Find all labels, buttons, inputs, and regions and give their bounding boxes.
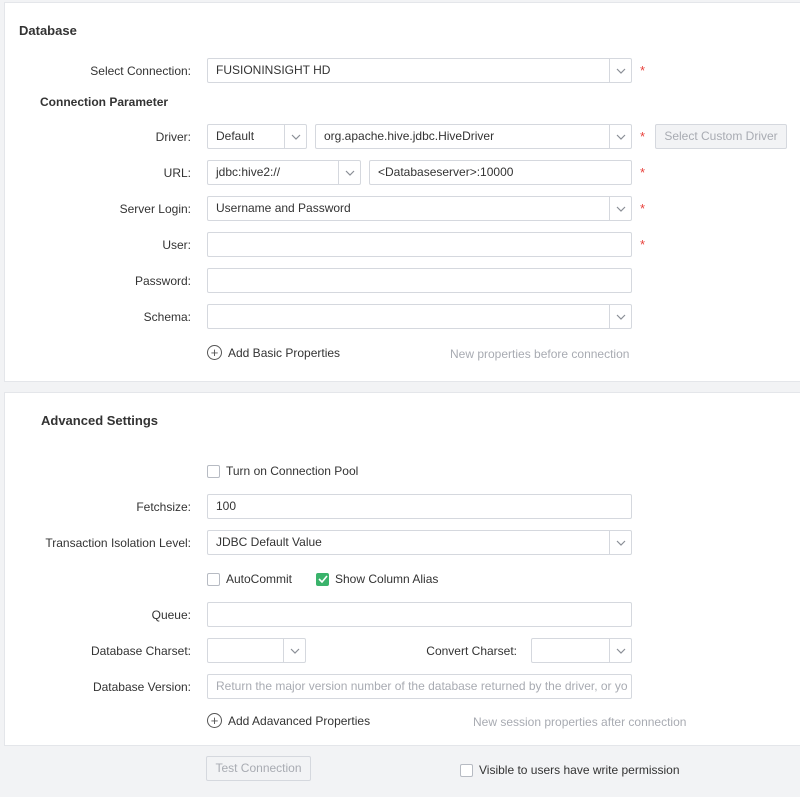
autocommit-checkbox[interactable]: [207, 573, 220, 586]
url-label: URL:: [163, 166, 191, 180]
driver-class-value: org.apache.hive.jdbc.HiveDriver: [324, 129, 495, 143]
add-advanced-properties-label: Add Adavanced Properties: [228, 713, 371, 728]
chevron-down-icon[interactable]: [284, 125, 306, 148]
chevron-down-icon[interactable]: [609, 531, 631, 554]
driver-type-dropdown[interactable]: [207, 124, 307, 149]
required-mark: *: [640, 165, 646, 180]
add-basic-properties-label: Add Basic Properties: [228, 345, 341, 360]
autocommit-label: AutoCommit: [226, 572, 293, 586]
basic-properties-hint: New properties before connection: [450, 347, 630, 361]
advanced-settings-title: Advanced Settings: [41, 413, 159, 428]
visible-permission-toggle[interactable]: [460, 763, 680, 777]
driver-label: Driver:: [155, 130, 191, 144]
check-icon: [318, 575, 328, 583]
user-input[interactable]: [207, 232, 632, 257]
convert-charset-dropdown[interactable]: [531, 638, 632, 663]
required-mark: *: [640, 63, 646, 78]
select-connection-value: FUSIONINSIGHT HD: [216, 63, 331, 77]
select-custom-driver-button[interactable]: Select Custom Driver: [655, 124, 787, 149]
queue-label: Queue:: [151, 608, 191, 622]
database-charset-label: Database Charset:: [90, 644, 191, 658]
visible-permission-checkbox[interactable]: [460, 764, 473, 777]
chevron-down-icon[interactable]: [609, 639, 631, 662]
add-advanced-properties-button[interactable]: [207, 713, 370, 728]
schema-dropdown[interactable]: [207, 304, 632, 329]
convert-charset-label: Convert Charset:: [426, 644, 517, 658]
connection-parameter-title: Connection Parameter: [40, 95, 169, 109]
autocommit-toggle[interactable]: [207, 572, 292, 586]
url-prefix-dropdown[interactable]: [207, 160, 361, 185]
chevron-down-icon[interactable]: [283, 639, 305, 662]
isolation-level-dropdown[interactable]: [207, 530, 632, 555]
queue-input[interactable]: [207, 602, 632, 627]
required-mark: *: [640, 129, 646, 144]
user-label: User:: [162, 238, 191, 252]
select-connection-label: Select Connection:: [90, 64, 191, 78]
server-login-dropdown[interactable]: [207, 196, 632, 221]
password-label: Password:: [134, 274, 191, 288]
fetchsize-input[interactable]: 100: [207, 494, 632, 519]
chevron-down-icon[interactable]: [609, 305, 631, 328]
url-host-input[interactable]: <Databaseserver>:10000: [369, 160, 632, 185]
database-section-title: Database: [19, 23, 77, 38]
server-login-value: Username and Password: [216, 201, 351, 215]
select-connection-dropdown[interactable]: [207, 58, 632, 83]
database-panel: [4, 2, 800, 382]
connection-pool-toggle[interactable]: [207, 464, 358, 478]
column-alias-toggle[interactable]: [316, 572, 438, 586]
isolation-level-value: JDBC Default Value: [216, 535, 322, 549]
column-alias-checkbox[interactable]: [316, 573, 329, 586]
database-version-label: Database Version:: [92, 680, 191, 694]
connection-pool-checkbox[interactable]: [207, 465, 220, 478]
isolation-level-label: Transaction Isolation Level:: [45, 536, 191, 550]
connection-pool-label: Turn on Connection Pool: [226, 464, 359, 478]
server-login-label: Server Login:: [119, 202, 191, 216]
chevron-down-icon[interactable]: [609, 125, 631, 148]
test-connection-button[interactable]: Test Connection: [206, 756, 311, 781]
database-charset-dropdown[interactable]: [207, 638, 306, 663]
required-mark: *: [640, 201, 646, 216]
required-mark: *: [640, 237, 646, 252]
schema-label: Schema:: [143, 310, 191, 324]
chevron-down-icon[interactable]: [609, 59, 631, 82]
database-version-input[interactable]: Return the major version number of the database returned by the driver, or yo: [207, 674, 632, 699]
driver-type-value: Default: [216, 129, 255, 143]
fetchsize-label: Fetchsize:: [136, 500, 191, 514]
chevron-down-icon[interactable]: [609, 197, 631, 220]
password-input[interactable]: [207, 268, 632, 293]
circle-plus-icon: +: [207, 713, 222, 728]
url-prefix-value: jdbc:hive2://: [216, 165, 281, 179]
chevron-down-icon[interactable]: [338, 161, 360, 184]
visible-permission-label: Visible to users have write permission: [479, 763, 680, 777]
advanced-settings-panel: [4, 392, 800, 746]
advanced-properties-hint: New session properties after connection: [473, 715, 687, 729]
circle-plus-icon: +: [207, 345, 222, 360]
driver-class-dropdown[interactable]: [315, 124, 632, 149]
add-basic-properties-button[interactable]: [207, 345, 340, 360]
column-alias-label: Show Column Alias: [335, 572, 439, 586]
